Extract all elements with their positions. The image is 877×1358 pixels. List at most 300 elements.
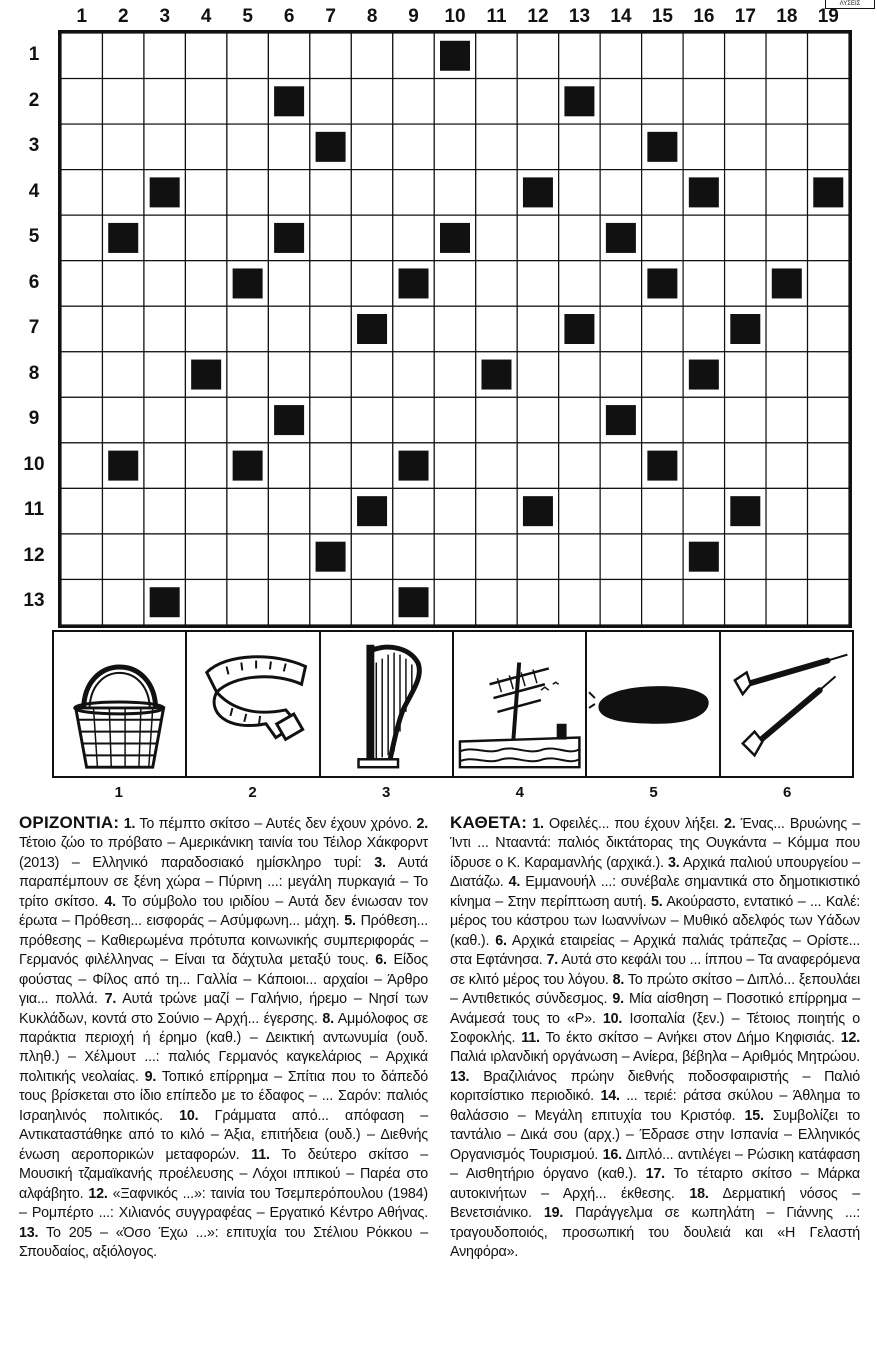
black-square xyxy=(108,451,138,481)
grid-cell[interactable] xyxy=(185,534,226,580)
clue-text: Είδος φούστας – Φίλος από τη... Γαλλία – Κάποιοι... αρχαίοι – Άρθρο για... πολλά. xyxy=(19,952,428,1008)
grid-cell[interactable] xyxy=(185,261,226,307)
grid-cell[interactable] xyxy=(808,261,849,307)
grid-cell[interactable] xyxy=(600,534,641,580)
grid-cell[interactable] xyxy=(393,79,434,125)
grid-cell[interactable] xyxy=(683,306,724,352)
grid-cell[interactable] xyxy=(808,534,849,580)
black-square xyxy=(481,360,511,390)
grid-cell[interactable] xyxy=(517,579,558,625)
grid-cell[interactable] xyxy=(393,33,434,79)
grid-cell[interactable] xyxy=(766,579,807,625)
grid-cell[interactable] xyxy=(351,261,392,307)
grid-cell[interactable] xyxy=(600,352,641,398)
grid-cell[interactable] xyxy=(227,397,268,443)
harp-icon xyxy=(321,632,454,776)
grid-cell[interactable] xyxy=(268,352,309,398)
clue-number: 5. xyxy=(344,913,356,930)
grid-cell[interactable] xyxy=(683,124,724,170)
grid-cell[interactable] xyxy=(600,488,641,534)
grid-cell[interactable] xyxy=(102,534,143,580)
grid-cell[interactable] xyxy=(268,124,309,170)
column-number: 1 xyxy=(76,6,88,27)
grid-cell[interactable] xyxy=(559,352,600,398)
picture-number: 3 xyxy=(382,784,391,801)
grid-cell[interactable] xyxy=(185,124,226,170)
row-number: 12 xyxy=(23,544,45,566)
grid-cell[interactable] xyxy=(227,215,268,261)
clue-text: Αρχικά παλιού υπουργείου – Διατάζω. xyxy=(450,854,860,891)
grid-cell[interactable] xyxy=(102,170,143,216)
grid-cell[interactable] xyxy=(393,124,434,170)
grid-cell[interactable] xyxy=(185,79,226,125)
grid-cell[interactable] xyxy=(725,261,766,307)
clue-number: 2. xyxy=(723,816,736,832)
grid-cell[interactable] xyxy=(600,170,641,216)
black-square xyxy=(357,496,387,526)
black-square xyxy=(233,268,263,298)
grid-cell[interactable] xyxy=(476,261,517,307)
grid-cell[interactable] xyxy=(766,215,807,261)
grid-cell[interactable] xyxy=(434,488,475,534)
grid-cell[interactable] xyxy=(102,124,143,170)
column-number: 16 xyxy=(693,6,715,27)
grid-cell[interactable] xyxy=(227,488,268,534)
column-numbers xyxy=(60,6,850,32)
grid-cell[interactable] xyxy=(808,215,849,261)
grid-cell[interactable] xyxy=(725,397,766,443)
grid-cell[interactable] xyxy=(683,397,724,443)
grid-cell[interactable] xyxy=(725,534,766,580)
column-number: 3 xyxy=(159,6,171,27)
grid-cell[interactable] xyxy=(268,261,309,307)
grid-cell[interactable] xyxy=(227,170,268,216)
grid-cell[interactable] xyxy=(185,215,226,261)
grid-cell[interactable] xyxy=(310,488,351,534)
row-number: 9 xyxy=(28,408,40,430)
grid-cell[interactable] xyxy=(102,33,143,79)
column-number: 17 xyxy=(734,6,756,27)
clue-text: ... τεριέ: ράτσα σκύλου – Άθλημα το θαλάσσιο – Μεγάλη επιτυχία του Κριστόφ. xyxy=(450,1088,860,1124)
grid-cell[interactable] xyxy=(600,443,641,489)
grid-cell[interactable] xyxy=(517,443,558,489)
grid-cell[interactable] xyxy=(351,534,392,580)
grid-cell[interactable] xyxy=(559,579,600,625)
grid-cell[interactable] xyxy=(61,33,102,79)
grid-cell[interactable] xyxy=(393,488,434,534)
grid-cell[interactable] xyxy=(808,352,849,398)
grid-cell[interactable] xyxy=(600,79,641,125)
grid-cell[interactable] xyxy=(766,170,807,216)
picture-number: 5 xyxy=(649,784,658,801)
grid-cell[interactable] xyxy=(102,306,143,352)
grid-cell[interactable] xyxy=(434,261,475,307)
grid-cell[interactable] xyxy=(517,124,558,170)
grid-cell[interactable] xyxy=(144,33,185,79)
grid-cell[interactable] xyxy=(476,79,517,125)
grid-cell[interactable] xyxy=(766,397,807,443)
black-square xyxy=(316,132,346,162)
grid-cell[interactable] xyxy=(476,215,517,261)
grid-cell[interactable] xyxy=(61,352,102,398)
grid-cell[interactable] xyxy=(725,79,766,125)
grid-cell[interactable] xyxy=(61,397,102,443)
row-number: 3 xyxy=(28,135,40,157)
grid-cell[interactable] xyxy=(808,397,849,443)
black-square xyxy=(647,451,677,481)
grid-cell[interactable] xyxy=(600,261,641,307)
grid-cell[interactable] xyxy=(268,170,309,216)
across-heading: ΟΡΙΖΟΝΤΙΑ: xyxy=(19,813,120,832)
column-number: 10 xyxy=(444,6,466,27)
clue-number: 4. xyxy=(104,893,116,910)
grid-cell[interactable] xyxy=(351,443,392,489)
grid-cell[interactable] xyxy=(227,534,268,580)
grid-cell[interactable] xyxy=(144,261,185,307)
grid-cell[interactable] xyxy=(268,443,309,489)
grid-cell[interactable] xyxy=(351,215,392,261)
grid-cell[interactable] xyxy=(310,261,351,307)
grid-cell[interactable] xyxy=(642,306,683,352)
clue-text: Εμμανουήλ ...: συνέβαλε σημαντικά στο δημοτικιστικό κίνημα – Στην περίπτωση αυτή. xyxy=(450,874,860,910)
grid-cell[interactable] xyxy=(61,79,102,125)
grid-cell[interactable] xyxy=(808,579,849,625)
clue-text: Τοπικό επίρρημα – Σπίτια που το δάπεδό τους βρίσκεται στο ίδιο επίπεδο με το έδαφος – ... Σαρόν: παλιός Ισραηλινός πολιτικός. xyxy=(19,1068,428,1124)
grid-cell[interactable] xyxy=(808,306,849,352)
clue-text: Ακούραστο, εντατικό – ... Καλέ: μέρος του κάστρου των Ιωαννίνων – Μυθικό αδελφός των Υάδων (καθ.). xyxy=(450,893,861,949)
grid-cell[interactable] xyxy=(683,79,724,125)
grid-cell[interactable] xyxy=(642,397,683,443)
grid-cell[interactable] xyxy=(559,261,600,307)
grid-cell[interactable] xyxy=(102,352,143,398)
grid-cell[interactable] xyxy=(144,79,185,125)
grid-cell[interactable] xyxy=(766,79,807,125)
picture-clues xyxy=(52,630,854,778)
grid-cell[interactable] xyxy=(766,488,807,534)
grid-cell[interactable] xyxy=(434,79,475,125)
grid-cell[interactable] xyxy=(310,397,351,443)
grid-cell[interactable] xyxy=(102,488,143,534)
grid-cell[interactable] xyxy=(600,579,641,625)
grid-cell[interactable] xyxy=(268,488,309,534)
grid-cell[interactable] xyxy=(434,397,475,443)
grid-cell[interactable] xyxy=(642,352,683,398)
grid-cell[interactable] xyxy=(268,534,309,580)
black-square xyxy=(523,496,553,526)
grid-cell[interactable] xyxy=(310,215,351,261)
clue-text: Πρόθεση... πρόθεσης – Καθιερωμένα πρότυπα κοινωνικής συμπεριφοράς – Γερμανός φιλέλληνας – Είναι τα δάχτυλα μεταξύ τους. xyxy=(19,913,428,969)
black-square xyxy=(108,223,138,253)
clue-text: Αυτά παραπέμπουν σε ξένη χώρα – Πύρινη ...: μεγάλη πυρκαγιά – Το τρίτο σκίτσο. xyxy=(19,854,428,910)
clue-number: 6. xyxy=(375,952,387,969)
grid-cells xyxy=(61,33,849,625)
grid-cell[interactable] xyxy=(434,124,475,170)
grid-cell[interactable] xyxy=(61,488,102,534)
grid-cell[interactable] xyxy=(102,261,143,307)
grid-cell[interactable] xyxy=(642,170,683,216)
row-number: 1 xyxy=(28,44,40,65)
clue-number: 6. xyxy=(495,932,507,949)
clue-number: 7. xyxy=(104,991,117,1008)
grid-cell[interactable] xyxy=(642,33,683,79)
grid-cell[interactable] xyxy=(766,534,807,580)
grid-cell[interactable] xyxy=(434,534,475,580)
black-square xyxy=(399,268,429,298)
grid-cell[interactable] xyxy=(725,443,766,489)
clue-number: 12. xyxy=(840,1029,860,1046)
column-number: 9 xyxy=(408,6,419,27)
grid-cell[interactable] xyxy=(559,534,600,580)
column-number: 5 xyxy=(242,6,253,27)
grid-cell[interactable] xyxy=(725,215,766,261)
grid-cell[interactable] xyxy=(61,215,102,261)
down-heading: ΚΑΘΕΤΑ: xyxy=(450,813,528,832)
clue-text: Διπλό... αντιλέγει – Ρώσικη κατάφαση – Αισθητήριο όργανο (καθ.). xyxy=(450,1146,861,1183)
grid-cell[interactable] xyxy=(393,306,434,352)
grid-cell[interactable] xyxy=(227,352,268,398)
grid-cell[interactable] xyxy=(476,170,517,216)
grid-cell[interactable] xyxy=(61,579,102,625)
grid-cell[interactable] xyxy=(144,534,185,580)
grid-cell[interactable] xyxy=(310,579,351,625)
black-square xyxy=(150,177,180,207)
black-square xyxy=(274,223,304,253)
across-clues xyxy=(19,813,428,1262)
clue-text: Το πρώτο σκίτσο – Διπλό... ξεπουλάει – Αντιθετικός σύνδεσμος. xyxy=(450,971,860,1008)
row-number: 4 xyxy=(28,180,40,202)
grid-cell[interactable] xyxy=(144,397,185,443)
grid-cell[interactable] xyxy=(476,579,517,625)
grid-cell[interactable] xyxy=(642,488,683,534)
grid-cell[interactable] xyxy=(268,33,309,79)
grid-cell[interactable] xyxy=(725,352,766,398)
clue-text: Αυτά στο κεφάλι του ... ίππου – Τα αναφερόμενα σε κλιτό μέρος του λόγου. xyxy=(450,952,861,988)
grid-cell[interactable] xyxy=(185,443,226,489)
clue-number: 4. xyxy=(508,874,521,891)
grid-cell[interactable] xyxy=(61,534,102,580)
black-square xyxy=(357,314,387,344)
grid-cell[interactable] xyxy=(766,352,807,398)
grid-cell[interactable] xyxy=(808,488,849,534)
grid-cell[interactable] xyxy=(310,79,351,125)
grid-cell[interactable] xyxy=(476,443,517,489)
grid-cell[interactable] xyxy=(559,488,600,534)
grid-cell[interactable] xyxy=(476,488,517,534)
tape-measure-icon xyxy=(187,632,320,776)
grid-cell[interactable] xyxy=(61,443,102,489)
clue-number: 14. xyxy=(600,1088,620,1105)
black-square xyxy=(274,405,304,435)
grid-cell[interactable] xyxy=(600,124,641,170)
grid-cell[interactable] xyxy=(683,579,724,625)
clue-number: 2. xyxy=(416,816,429,832)
grid-cell[interactable] xyxy=(185,579,226,625)
grid-cell[interactable] xyxy=(102,79,143,125)
clue-number: 8. xyxy=(612,971,625,988)
grid-cell[interactable] xyxy=(102,579,143,625)
grid-cell[interactable] xyxy=(310,306,351,352)
grid-cell[interactable] xyxy=(351,124,392,170)
grid-cell[interactable] xyxy=(600,306,641,352)
grid-cell[interactable] xyxy=(517,215,558,261)
grid-cell[interactable] xyxy=(144,124,185,170)
row-number: 2 xyxy=(28,89,40,111)
grid-cell[interactable] xyxy=(351,579,392,625)
grid-cell[interactable] xyxy=(144,488,185,534)
clue-text: Ισοπαλία (ξεν.) – Τέτοιος ποιητής ο Σοφοκλής. xyxy=(450,1010,860,1046)
grid-cell[interactable] xyxy=(434,352,475,398)
grid-cell[interactable] xyxy=(227,306,268,352)
grid-cell[interactable] xyxy=(476,397,517,443)
grid-cell[interactable] xyxy=(725,579,766,625)
grid-cell[interactable] xyxy=(600,33,641,79)
clue-text: «Ξαφνικός ...»: ταινία του Τσεμπερόπουλου (1984) – Ρομπέρτο ...: Χιλιανός συγγραφέας – Εργατικό Κέντρο Αθήνας. xyxy=(19,1185,428,1222)
grid-cell[interactable] xyxy=(725,170,766,216)
clue-number: 17. xyxy=(645,1166,665,1183)
clue-text: Συμβολίζει το ταντάλιο – Δικά σου (αρχ.) – Έδρασε στην Ισπανία – Ελληνικός Οργανισμός Τουρισμού. xyxy=(450,1107,860,1163)
grid-cell[interactable] xyxy=(144,352,185,398)
grid-cell[interactable] xyxy=(766,306,807,352)
grid-cell[interactable] xyxy=(434,170,475,216)
black-square xyxy=(523,177,553,207)
grid-cell[interactable] xyxy=(517,397,558,443)
grid-cell[interactable] xyxy=(642,215,683,261)
grid-cell[interactable] xyxy=(476,306,517,352)
grid-cell[interactable] xyxy=(642,579,683,625)
black-square xyxy=(689,542,719,572)
grid-cell[interactable] xyxy=(559,124,600,170)
grid-cell[interactable] xyxy=(393,352,434,398)
grid-cell[interactable] xyxy=(393,397,434,443)
black-square xyxy=(440,223,470,253)
clue-number: 12. xyxy=(88,1185,108,1202)
grid-cell[interactable] xyxy=(642,79,683,125)
picture-numbers xyxy=(52,784,854,806)
clue-text: Βραζιλιάνος πρώην διεθνής ποδοσφαιριστής – Παλιό κοριτσίστικο περιοδικό. xyxy=(450,1068,861,1105)
grid-cell[interactable] xyxy=(808,443,849,489)
column-number: 19 xyxy=(817,6,839,27)
grid-cell[interactable] xyxy=(517,33,558,79)
grid-cell[interactable] xyxy=(559,397,600,443)
grid-cell[interactable] xyxy=(351,170,392,216)
black-square xyxy=(647,268,677,298)
grid-cell[interactable] xyxy=(268,306,309,352)
grid-cell[interactable] xyxy=(61,170,102,216)
grid-cell[interactable] xyxy=(517,352,558,398)
row-number: 11 xyxy=(23,499,45,521)
grid-cell[interactable] xyxy=(683,443,724,489)
grid-cell[interactable] xyxy=(102,397,143,443)
clue-number: 13. xyxy=(19,1224,39,1241)
grid-cell[interactable] xyxy=(227,579,268,625)
grid-cell[interactable] xyxy=(476,124,517,170)
grid-cell[interactable] xyxy=(517,79,558,125)
grid-cell[interactable] xyxy=(61,124,102,170)
column-number: 12 xyxy=(527,6,549,27)
grid-cell[interactable] xyxy=(559,215,600,261)
grid-cell[interactable] xyxy=(559,443,600,489)
grid-cell[interactable] xyxy=(642,534,683,580)
grid-cell[interactable] xyxy=(310,33,351,79)
grid-cell[interactable] xyxy=(725,124,766,170)
grid-cell[interactable] xyxy=(517,261,558,307)
grid-cell[interactable] xyxy=(683,261,724,307)
black-square xyxy=(564,314,594,344)
grid-cell[interactable] xyxy=(517,534,558,580)
grid-cell[interactable] xyxy=(310,443,351,489)
black-square xyxy=(606,223,636,253)
grid-cell[interactable] xyxy=(808,33,849,79)
grid-cell[interactable] xyxy=(144,443,185,489)
grid-cell[interactable] xyxy=(227,33,268,79)
black-square xyxy=(689,177,719,207)
clue-text: Δερματική νόσος – Βενετσιάνικο. xyxy=(450,1185,861,1222)
grid-cell[interactable] xyxy=(351,79,392,125)
black-square xyxy=(150,587,180,617)
grid-cell[interactable] xyxy=(517,306,558,352)
grid-cell[interactable] xyxy=(683,488,724,534)
grid-cell[interactable] xyxy=(434,306,475,352)
grid-cell[interactable] xyxy=(185,170,226,216)
grid-cell[interactable] xyxy=(351,33,392,79)
grid-cell[interactable] xyxy=(683,33,724,79)
grid-cell[interactable] xyxy=(766,443,807,489)
grid-cell[interactable] xyxy=(559,170,600,216)
clue-number: 9. xyxy=(612,991,624,1008)
grid-cell[interactable] xyxy=(393,170,434,216)
clue-text: Ένας... Βρυώνης – Ίντι ... Ντααντά: παλιός δικτάτορας της Ουγκάντα – Κόμμα που ίδρυσε ο Κ. Καραμανλής (αρχικά.). xyxy=(450,816,860,871)
tv-antenna-roof-icon xyxy=(454,632,587,776)
grid-cell[interactable] xyxy=(351,397,392,443)
grid-cell[interactable] xyxy=(559,33,600,79)
grid-cell[interactable] xyxy=(808,124,849,170)
grid-cell[interactable] xyxy=(61,306,102,352)
black-square xyxy=(191,360,221,390)
grid-cell[interactable] xyxy=(393,534,434,580)
grid-cell[interactable] xyxy=(310,352,351,398)
grid-cell[interactable] xyxy=(351,352,392,398)
grid-cell[interactable] xyxy=(185,33,226,79)
grid-cell[interactable] xyxy=(144,215,185,261)
grid-cell[interactable] xyxy=(227,124,268,170)
column-number: 11 xyxy=(486,6,507,27)
grid-cell[interactable] xyxy=(185,488,226,534)
grid-cell[interactable] xyxy=(310,170,351,216)
row-number: 6 xyxy=(28,271,40,293)
grid-cell[interactable] xyxy=(61,261,102,307)
grid-cell[interactable] xyxy=(268,579,309,625)
grid-cell[interactable] xyxy=(393,215,434,261)
grid-cell[interactable] xyxy=(725,33,766,79)
column-number: 15 xyxy=(651,6,673,27)
grid-cell[interactable] xyxy=(808,79,849,125)
grid-cell[interactable] xyxy=(434,443,475,489)
grid-cell[interactable] xyxy=(144,306,185,352)
grid-cell[interactable] xyxy=(227,79,268,125)
grid-cell[interactable] xyxy=(766,124,807,170)
column-number: 7 xyxy=(325,6,336,27)
grid-cell[interactable] xyxy=(683,215,724,261)
grid-cell[interactable] xyxy=(434,579,475,625)
grid-cell[interactable] xyxy=(185,306,226,352)
grid-cell[interactable] xyxy=(185,397,226,443)
black-square xyxy=(399,451,429,481)
grid-cell[interactable] xyxy=(766,33,807,79)
black-square xyxy=(564,86,594,116)
clue-text: Το σύμβολο του ιριδίου – Αυτά δεν ένιωσαν τον έρωτα – Πρόθεση... εισφοράς – Ασύμφωνη... μάχη. xyxy=(19,893,428,930)
grid-cell[interactable] xyxy=(476,534,517,580)
grid-cell[interactable] xyxy=(476,33,517,79)
